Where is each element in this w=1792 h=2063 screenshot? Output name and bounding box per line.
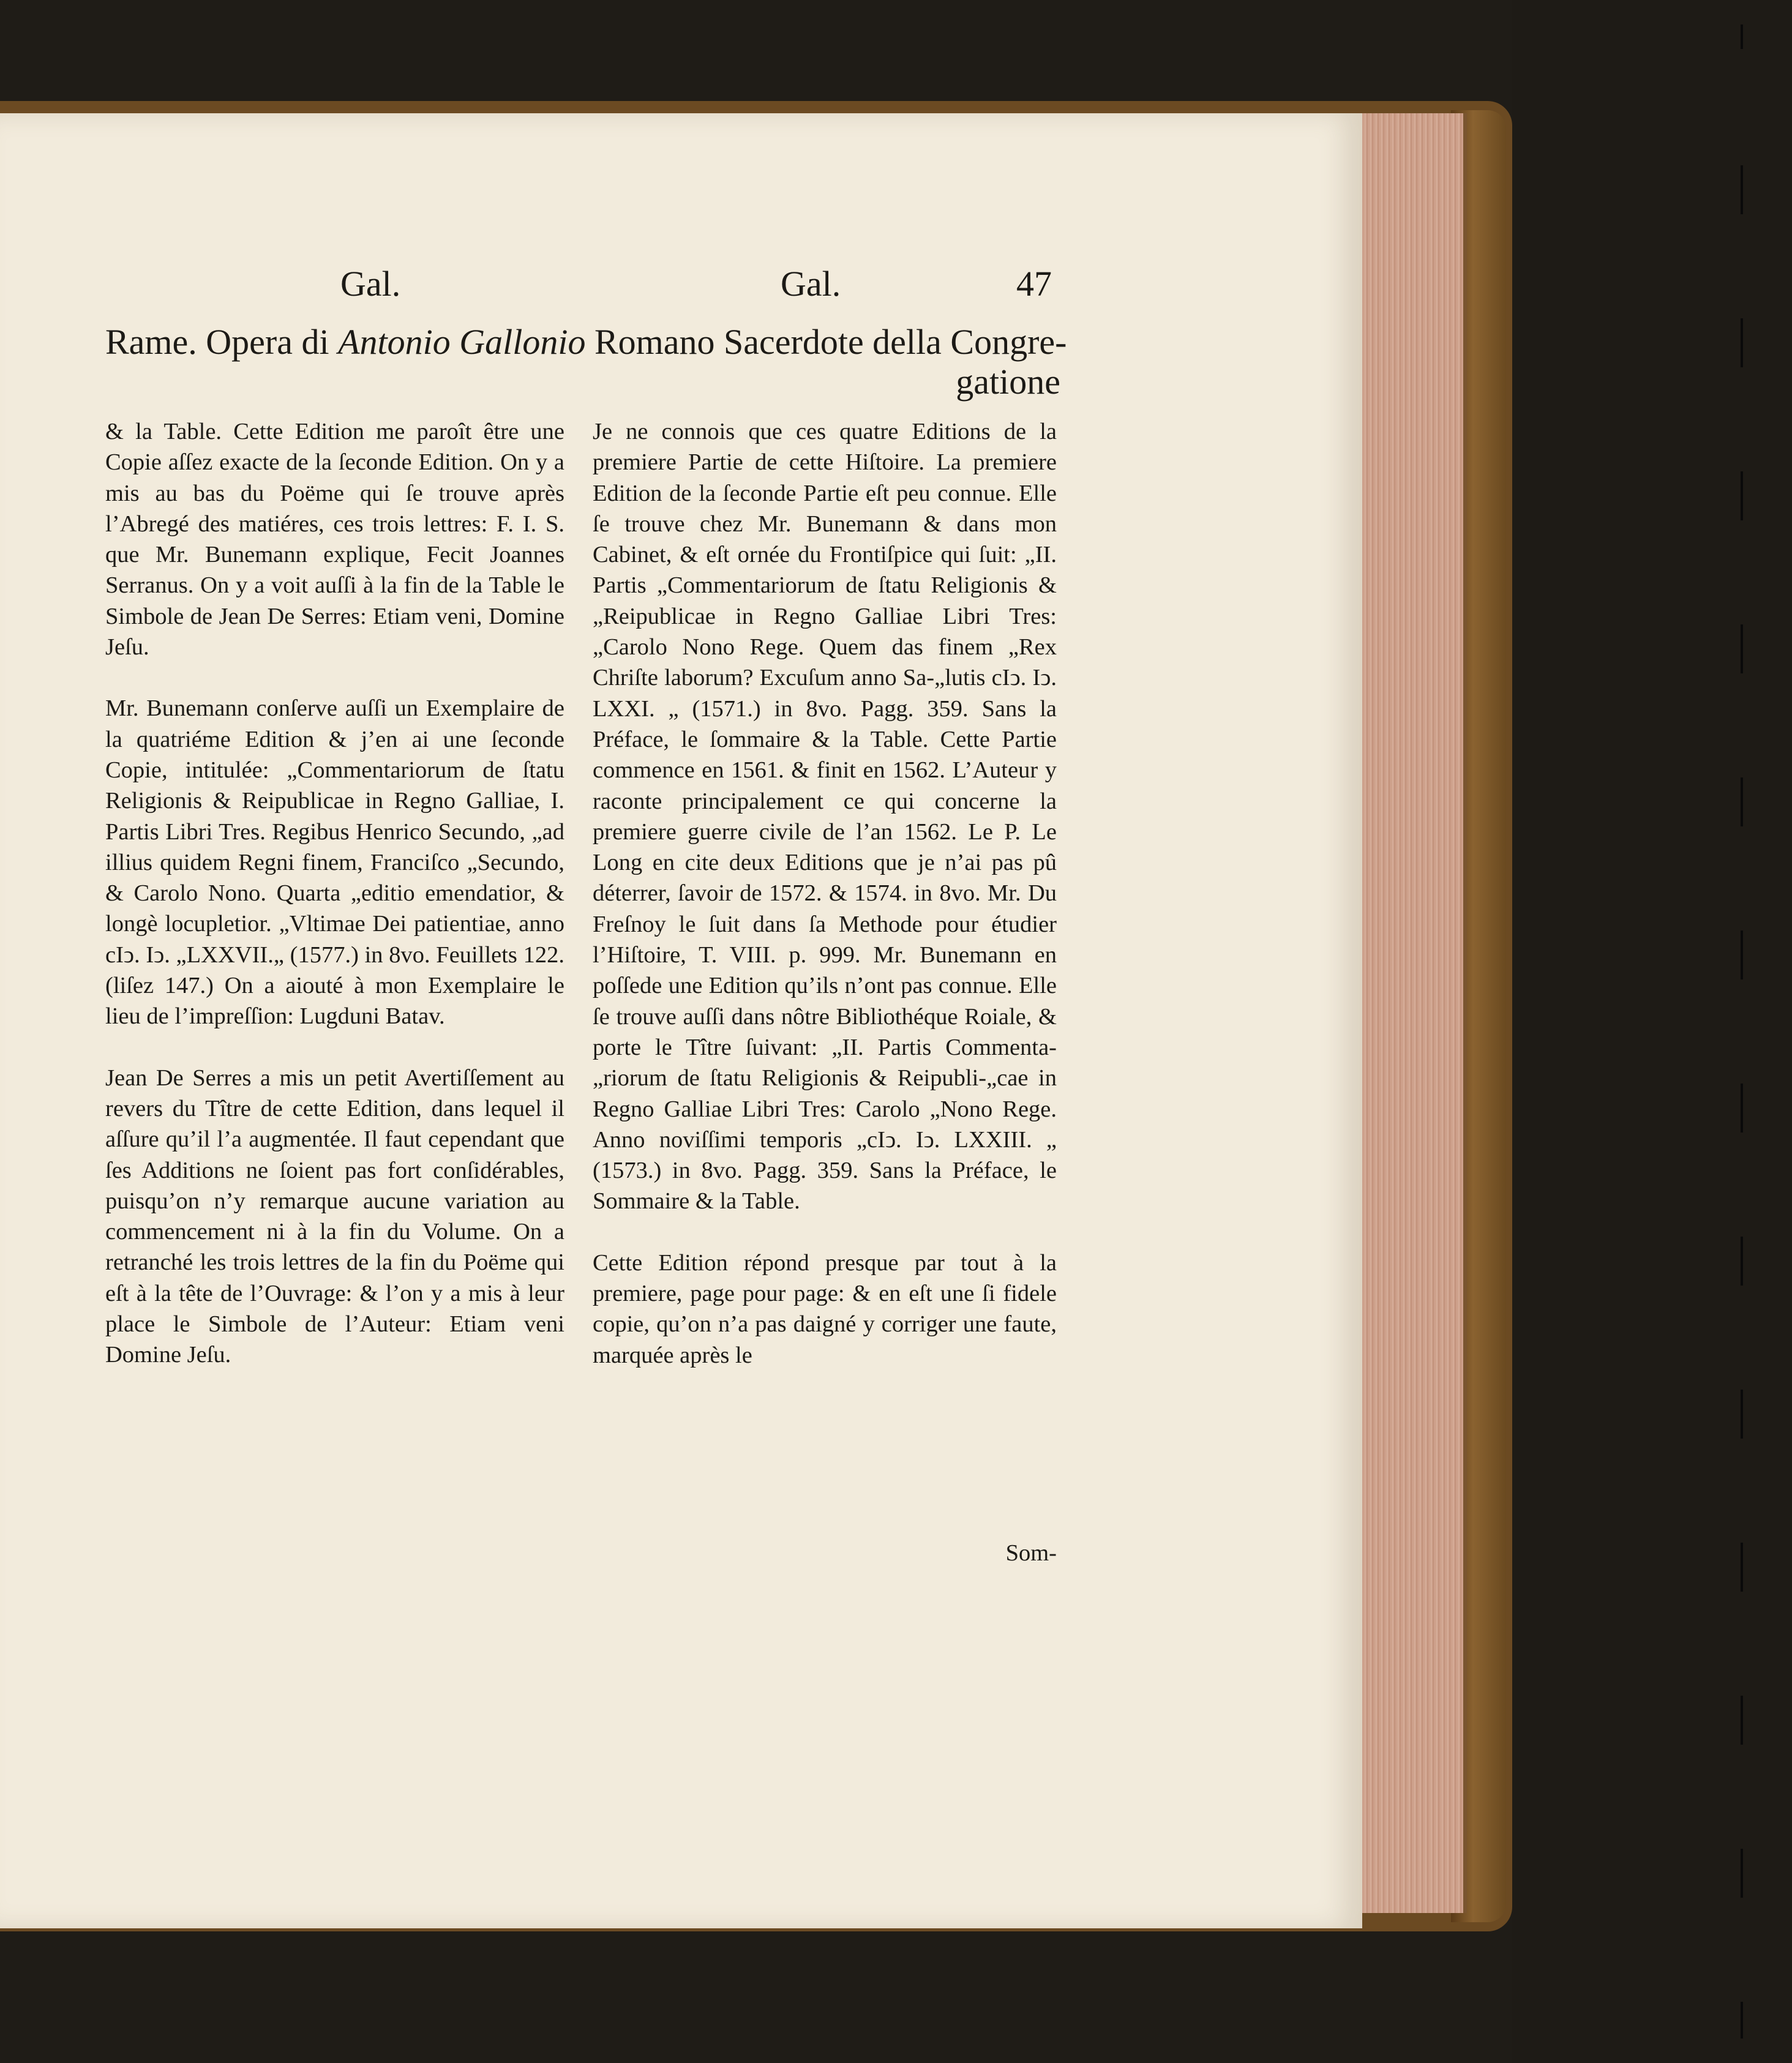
- entry-heading-continuation: gatione: [956, 362, 1060, 402]
- left-paragraph-3: Jean De Serres a mis un petit Avertiſſement au revers du Tître de cette Edition, dans lequel il aſſure qu’il l’a augmentée. Il faut cependant que ſes Additions ne ſoient pas fort conſidérables, puisqu’on n’y remarque aucune variation au commencement ni à la fin du Volume. On a retranché les trois lettres de la fin du Poëme qui eſt à la tête de l’Ouvrage: & l’on y a mis à leur place le Simbole de l’Auteur: Etiam veni Domine Jeſu.: [105, 1065, 564, 1368]
- running-head-center: Gal.: [781, 264, 841, 304]
- ruler-tick: [1741, 1390, 1743, 1439]
- ruler-tick: [1741, 1237, 1743, 1286]
- ruler-tick: [1741, 624, 1743, 673]
- right-paragraph-1: Je ne connois que ces quatre Editions de la premiere Partie de cette Hiſtoire. La premiere Edition de la ſeconde Partie eſt peu connue. Elle ſe trouve chez Mr. Bunemann & dans mon Cabinet, & eſt ornée du Frontiſpice qui ſuit: „II. Partis „Commentariorum de ſtatu Religionis & „Reipublicae in Regno Galliae Libri Tres: „Carolo Nono Rege. Quem das finem „Rex Chriſte laborum? Excuſum anno Sa-„lutis cIↄ. Iↄ. LXXI. „ (1571.) in 8vo. Pagg. 359. Sans la Préface, le ſommaire & la Table. Cette Partie commence en 1561. & finit en 1562. L’Auteur y raconte principalement ce qui concerne la premiere guerre civile de l’an 1562. Le P. Le Long en cite deux Editions que je n’ai pas pû déterrer, ſavoir de 1572. & 1574. in 8vo. Mr. Du Freſnoy le ſuit dans ſa Methode pour étudier l’Hiſtoire, T. VIII. p. 999. Mr. Bunemann en poſſede une Edition qu’ils n’ont pas connue. Elle ſe trouve auſſi dans nôtre Bibliothéque Roiale, & porte le Tître ſuivant: „II. Partis Commenta-„riorum de ſtatu Religionis & Reipubli-„cae in Regno Galliae Libri Tres: Carolo „Nono Rege. Anno noviſſimi temporis „cIↄ. Iↄ. LXXIII. „ (1573.) in 8vo. Pagg. 359. Sans la Préface, le Sommaire & la Table.: [593, 419, 1057, 1215]
- ruler-tick: [1741, 165, 1743, 214]
- page-number: 47: [1016, 264, 1052, 304]
- catchword: Som-: [1005, 1540, 1057, 1566]
- background-margin: [1512, 0, 1792, 2063]
- ruler-tick: [1741, 777, 1743, 826]
- ruler-tick: [1741, 930, 1743, 979]
- left-column: [105, 416, 564, 1401]
- heading-text: Rame. Opera di: [105, 322, 339, 362]
- ruler-tick: [1741, 24, 1743, 49]
- ruler-tick: [1741, 1084, 1743, 1133]
- page-block-edges: [1347, 113, 1467, 1913]
- heading-text-after: Romano Sacerdote della Congre-: [585, 322, 1067, 362]
- ruler-tick: [1741, 1849, 1743, 1898]
- ruler-tick: [1741, 2002, 1743, 2039]
- running-head-left: Gal.: [340, 264, 401, 304]
- right-paragraph-2: Cette Edition répond presque par tout à la premiere, page pour page: & en eſt une ſi fidele copie, qu’on n’a pas daigné y corriger une faute, marquée après le: [593, 1249, 1057, 1368]
- ruler-tick: [1741, 471, 1743, 520]
- heading-author: Antonio Gallonio: [338, 322, 586, 362]
- ruler-tick: [1741, 1543, 1743, 1592]
- left-paragraph-2: Mr. Bunemann conſerve auſſi un Exemplaire de la quatriéme Edition & j’en ai une ſeconde Copie, intitulée: „Commentariorum de ſtatu Religionis & Reipublicae in Regno Galliae, I. Partis Libri Tres. Regibus Henrico Secundo, „ad illius quidem Regni finem, Franciſco „Secundo, & Carolo Nono. Quarta „editio emendatior, & longè locupletior. „Vltimae Dei patientiae, anno cIↄ. Iↄ. „LXXVII.„ (1577.) in 8vo. Feuillets 122. (liſez 147.) On a aiouté à mon Exemplaire le lieu de l’impreſſion: Lugduni Batav.: [105, 695, 564, 1030]
- right-column: [593, 416, 1057, 1401]
- entry-heading: [105, 321, 1067, 362]
- ruler-tick: [1741, 1696, 1743, 1745]
- left-paragraph-1: & la Table. Cette Edition me paroît être une Copie aſſez exacte de la ſeconde Edition. On y a mis au bas du Poëme qui ſe trouve après l’Abregé des matiéres, ces trois lettres: F. I. S. que Mr. Bunemann explique, Fecit Joannes Serranus. On y a voit auſſi à la fin de la Table le Simbole de Jean De Serres: Etiam veni, Domine Jeſu.: [105, 419, 564, 661]
- ruler-tick: [1741, 318, 1743, 367]
